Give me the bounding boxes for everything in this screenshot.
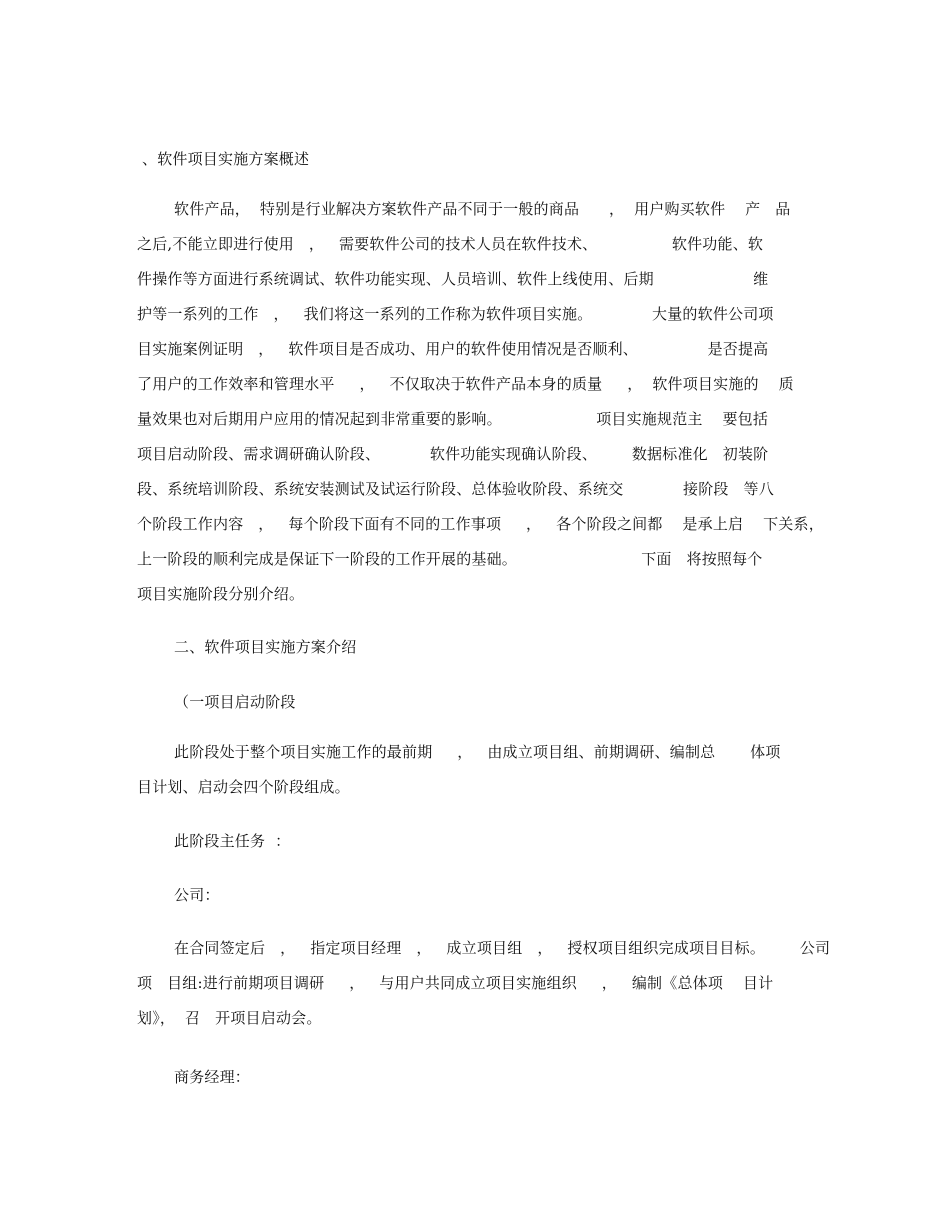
paragraph-line: 项 目组:进行前期项目调研 ， 与用户共同成立项目实施组织 ， 编制《总体项 目计 (137, 974, 774, 992)
paragraph-line: 此阶段处于整个项目实施工作的最前期 ， 由成立项目组、前期调研、编制总 体项 (174, 743, 781, 761)
paragraph-line: 软件产品， 特别是行业解决方案软件产品不同于一般的商品 ， 用户购买软件 产 品 (174, 200, 791, 218)
paragraph-line: 目计划、启动会四个阶段组成。 (137, 778, 350, 796)
paragraph-line: 在合同签定后 ， 指定项目经理 ， 成立项目组 ， 授权项目组织完成项目目标。 公司 (174, 939, 831, 957)
paragraph-line: 项目启动阶段、需求调研确认阶段、 软件功能实现确认阶段、 数据标准化 初装阶 (137, 445, 769, 463)
paragraph-line: 量效果也对后期用户应用的情况起到非常重要的影响。 项目实施规范主 要包括 (137, 410, 769, 428)
section-heading-introduction: 二、软件项目实施方案介绍 (174, 638, 357, 656)
paragraph-line: 段、系统培训阶段、系统安装测试及试运行阶段、总体验收阶段、系统交 接阶段 等八 (137, 480, 774, 498)
section-heading-overview: 、软件项目实施方案概述 (142, 150, 310, 168)
paragraph-line: 项目实施阶段分别介绍。 (137, 585, 305, 603)
paragraph-line: 个阶段工作内容 ， 每个阶段下面有不同的工作事项 ， 各个阶段之间都 是承上启 下关系， (137, 515, 824, 533)
paragraph-line: 件操作等方面进行系统调试、软件功能实现、人员培训、软件上线使用、后期 维 (137, 270, 769, 288)
paragraph-line: 上一阶段的顺利完成是保证下一阶段的工作开展的基础。 下面 将按照每个 (137, 550, 763, 568)
paragraph-line: 了用户的工作效率和管理水平 ， 不仅取决于软件产品本身的质量 ， 软件项目实施的 质 (137, 375, 794, 393)
paragraph-line: 护等一系列的工作 ， 我们将这一系列的工作称为软件项目实施。 大量的软件公司项 (137, 305, 774, 323)
subsection-heading-startup: （一项目启动阶段 (174, 693, 296, 711)
business-manager-label: 商务经理： (174, 1068, 251, 1086)
main-tasks-label: 此阶段主任务 ： (174, 832, 291, 850)
paragraph-line: 之后,不能立即进行使用 ， 需要软件公司的技术人员在软件技术、 软件功能、软 (137, 235, 764, 253)
company-label: 公司： (174, 886, 220, 904)
paragraph-line: 划》， 召 开项目启动会。 (137, 1009, 322, 1027)
paragraph-line: 目实施案例证明 ， 软件项目是否成功、用户的软件使用情况是否顺利、 是否提高 (137, 340, 769, 358)
